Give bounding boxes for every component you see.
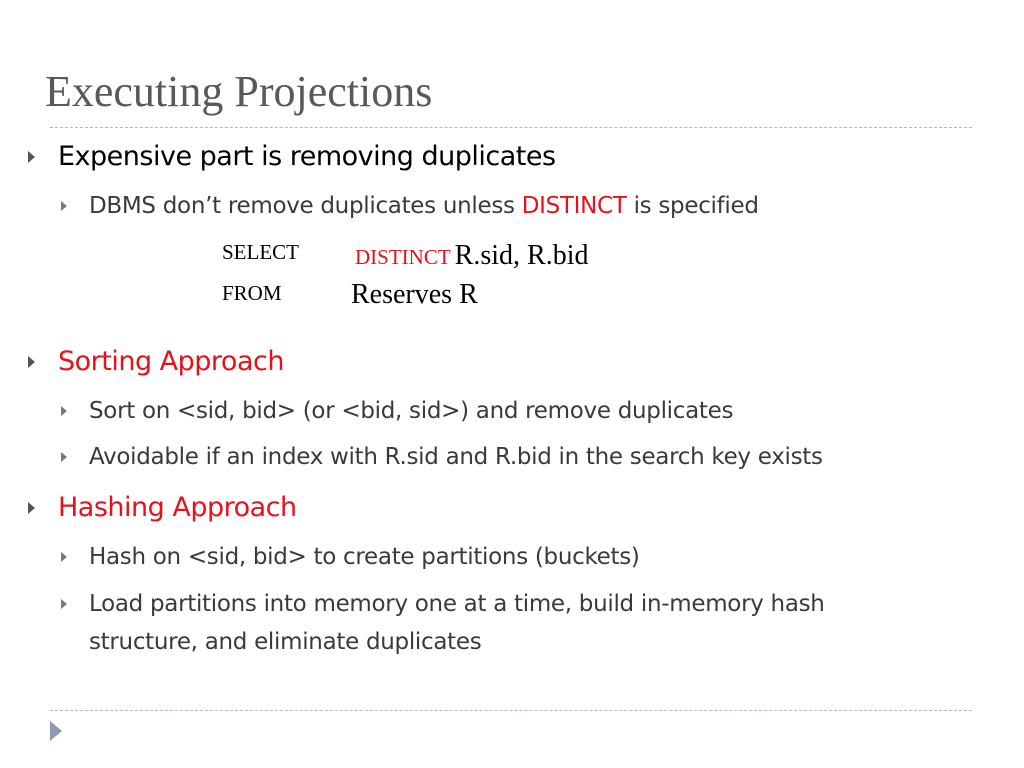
sql-select-line <box>222 240 299 265</box>
bullet-expensive-part <box>58 140 556 174</box>
sub-bullet-avoidable <box>89 442 823 472</box>
sub-bullet-text-before: DBMS don’t remove duplicates unless <box>89 193 522 219</box>
sql-from-keyword: FROM <box>222 281 282 305</box>
slide-title: Executing Projections <box>45 67 433 116</box>
bullet-icon <box>28 356 35 368</box>
bullet-text: Expensive part is removing duplicates <box>58 141 556 172</box>
sub-bullet-text: Sort on <sid, bid> (or <bid, sid>) and remove duplicates <box>89 398 734 424</box>
sql-from-table-wrap <box>351 279 478 311</box>
sub-bullet-load-partitions <box>89 589 825 619</box>
bullet-icon <box>28 502 35 514</box>
sub-bullet-text-line1: Load partitions into memory one at a time, build in-memory hash <box>89 591 825 617</box>
sub-bullet-sort-on <box>89 396 733 426</box>
distinct-keyword: DISTINCT <box>521 193 627 219</box>
bullet-icon <box>28 151 35 163</box>
title-divider <box>50 127 972 128</box>
bullet-text: Sorting Approach <box>58 346 284 377</box>
sub-bullet-icon <box>61 406 67 416</box>
sql-from-table: Reserves R <box>351 279 478 310</box>
sql-from-line <box>222 281 282 306</box>
footer-divider <box>50 710 972 711</box>
sub-bullet-text-after: is specified <box>626 193 759 219</box>
sql-distinct-keyword: DISTINCT <box>355 245 451 269</box>
sub-bullet-text: Hash on <sid, bid> to create partitions (buckets) <box>89 544 640 570</box>
bullet-hashing-approach <box>58 491 297 525</box>
sub-bullet-text-line2: structure, and eliminate duplicates <box>89 629 482 655</box>
sub-bullet-hash-on <box>89 542 640 572</box>
sub-bullet-icon <box>61 599 67 609</box>
sub-bullet-text: Avoidable if an index with R.sid and R.bid in the search key exists <box>89 444 823 470</box>
bullet-text: Hashing Approach <box>58 492 297 523</box>
sub-bullet-load-partitions-cont <box>89 627 481 657</box>
sub-bullet-icon <box>61 201 67 211</box>
sql-select-keyword: SELECT <box>222 240 299 264</box>
sub-bullet-icon <box>61 452 67 462</box>
sql-select-columns <box>355 240 588 272</box>
play-icon[interactable] <box>50 721 62 741</box>
sql-columns: R.sid, R.bid <box>454 240 589 271</box>
sub-bullet-icon <box>61 552 67 562</box>
bullet-sorting-approach <box>58 345 284 379</box>
sub-bullet-dbms-distinct <box>89 191 759 221</box>
